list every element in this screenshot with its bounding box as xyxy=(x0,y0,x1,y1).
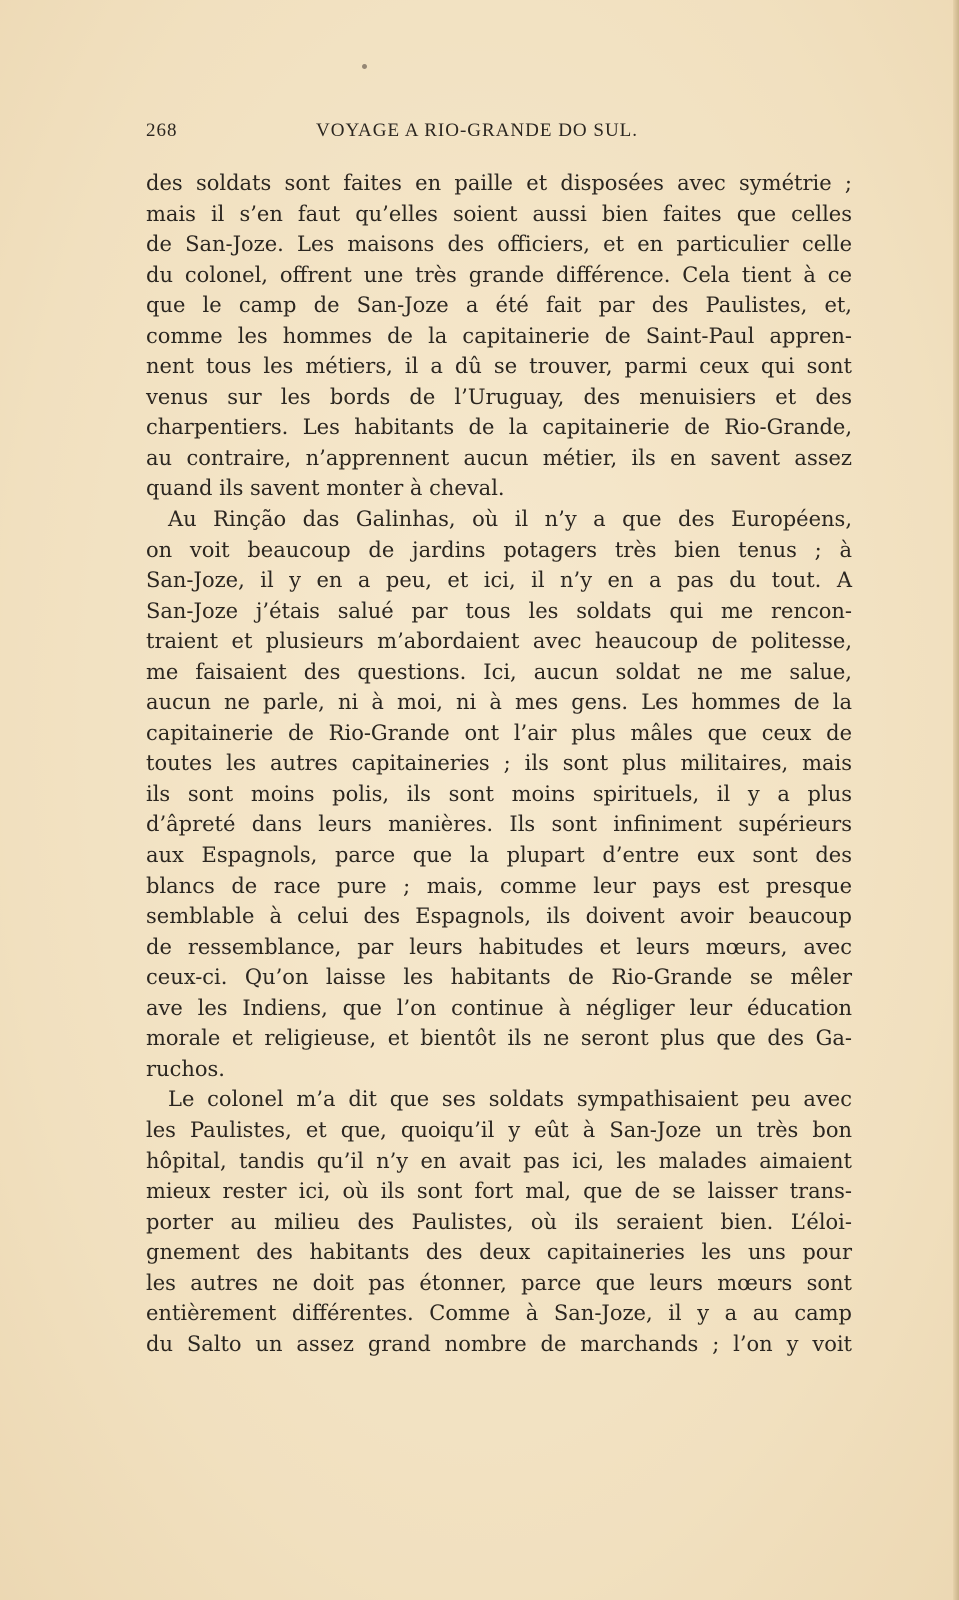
text-line: du colonel, offrent une très grande différence. Cela tient à ce xyxy=(146,262,852,287)
text-line: ave les Indiens, que l’on continue à négliger leur éducation xyxy=(146,995,852,1020)
text-line: mieux rester ici, où ils sont fort mal, que de se laisser trans- xyxy=(146,1179,852,1204)
body-text xyxy=(146,168,852,1359)
text-line: ruchos. xyxy=(146,1056,225,1081)
text-line: au contraire, n’apprennent aucun métier, ils en savent assez xyxy=(146,445,852,470)
text-line: morale et religieuse, et bientôt ils ne seront plus que des Ga- xyxy=(146,1026,852,1051)
text-line: venus sur les bords de l’Uruguay, des menuisiers et des xyxy=(146,384,852,409)
text-line: les Paulistes, et que, quoiqu’il y eût à San-Joze un très bon xyxy=(146,1117,852,1142)
text-line: Le colonel m’a dit que ses soldats sympathisaient peu avec xyxy=(168,1087,852,1112)
text-line: capitainerie de Rio-Grande ont l’air plus mâles que ceux de xyxy=(146,720,852,745)
ink-speck xyxy=(362,64,367,69)
text-line: des soldats sont faites en paille et disposées avec symétrie ; xyxy=(146,171,852,195)
text-line: semblable à celui des Espagnols, ils doivent avoir beaucoup xyxy=(146,904,852,929)
text-line: aucun ne parle, ni à moi, ni à mes gens. Les hommes de la xyxy=(146,690,852,715)
text-line: aux Espagnols, parce que la plupart d’entre eux sont des xyxy=(146,843,852,868)
text-line: toutes les autres capitaineries ; ils sont plus militaires, mais xyxy=(146,751,852,776)
text-line: que le camp de San-Joze a été fait par des Paulistes, et, xyxy=(146,293,852,318)
text-line: charpentiers. Les habitants de la capitainerie de Rio-Grande, xyxy=(146,415,852,440)
text-line: Au Rinção das Galinhas, où il n’y a que des Européens, xyxy=(168,507,852,532)
text-line: mais il s’en faut qu’elles soient aussi bien faites que celles xyxy=(146,201,852,226)
text-line: porter au milieu des Paulistes, où ils seraient bien. L’éloi- xyxy=(146,1209,852,1234)
text-line: quand ils savent monter à cheval. xyxy=(146,476,505,501)
page-edge xyxy=(953,0,959,1600)
text-line: entièrement différentes. Comme à San-Joze, il y a au camp xyxy=(146,1301,852,1326)
text-line: San-Joze, il y en a peu, et ici, il n’y en a pas du tout. A xyxy=(146,568,852,593)
text-line: de ressemblance, par leurs habitudes et leurs mœurs, avec xyxy=(146,934,852,959)
text-line: traient et plusieurs m’abordaient avec heaucoup de politesse, xyxy=(146,629,852,654)
text-line: San-Joze j’étais salué par tous les soldats qui me rencon- xyxy=(146,598,852,623)
text-line: comme les hommes de la capitainerie de Saint-Paul appren- xyxy=(146,323,852,348)
text-line: nent tous les métiers, il a dû se trouver, parmi ceux qui sont xyxy=(146,354,852,379)
running-title: VOYAGE A RIO-GRANDE DO SUL. xyxy=(316,120,639,141)
page-header xyxy=(146,120,852,146)
text-line: d’âpreté dans leurs manières. Ils sont infiniment supérieurs xyxy=(146,812,852,837)
page-number: 268 xyxy=(146,120,178,141)
text-line: du Salto un assez grand nombre de marchands ; l’on y voit xyxy=(146,1331,852,1356)
text-line: les autres ne doit pas étonner, parce que leurs mœurs sont xyxy=(146,1270,852,1295)
text-line: me faisaient des questions. Ici, aucun soldat ne me salue, xyxy=(146,659,852,684)
text-line: de San-Joze. Les maisons des officiers, et en particulier celle xyxy=(146,232,852,257)
text-line: blancs de race pure ; mais, comme leur pays est presque xyxy=(146,873,852,898)
text-line: gnement des habitants des deux capitaineries les uns pour xyxy=(146,1240,852,1265)
text-line: ils sont moins polis, ils sont moins spirituels, il y a plus xyxy=(146,781,852,806)
text-line: on voit beaucoup de jardins potagers très bien tenus ; à xyxy=(146,537,852,562)
text-line: ceux-ci. Qu’on laisse les habitants de Rio-Grande se mêler xyxy=(146,965,852,990)
text-line: hôpital, tandis qu’il n’y en avait pas ici, les malades aimaient xyxy=(146,1148,852,1173)
